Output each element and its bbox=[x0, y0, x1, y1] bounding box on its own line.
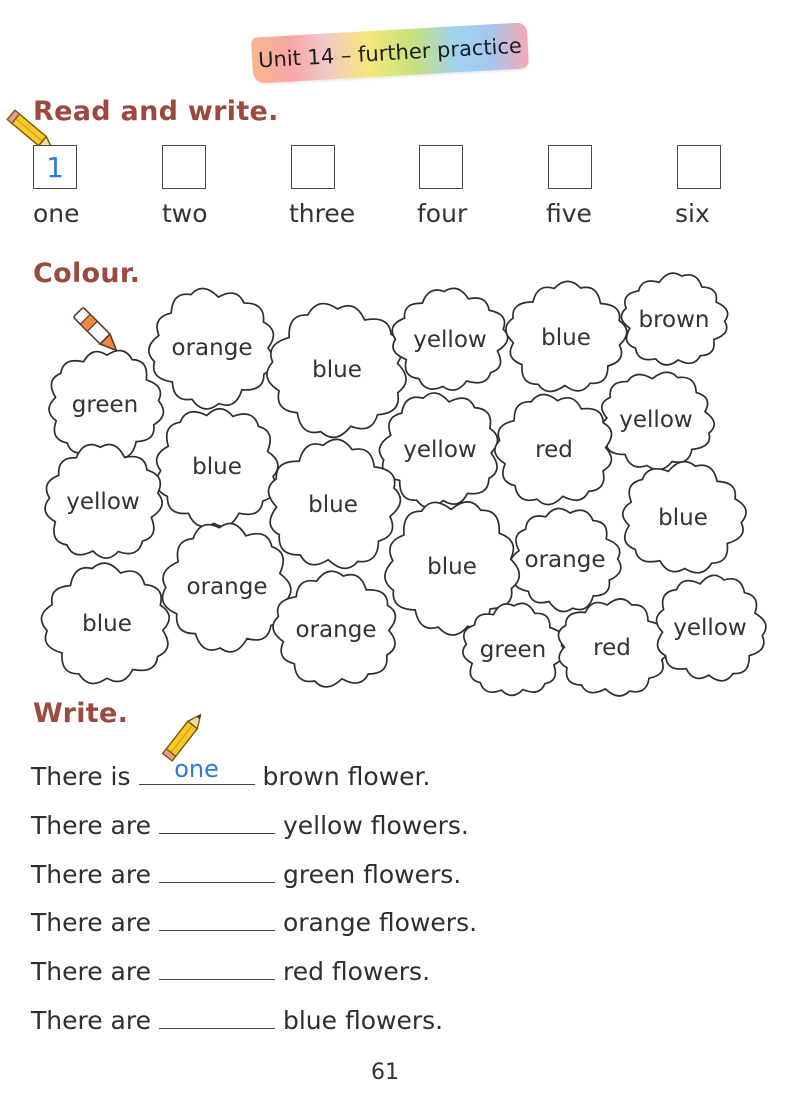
number-word: five bbox=[546, 199, 592, 228]
sentence-row bbox=[31, 755, 431, 791]
answer-blank[interactable] bbox=[159, 953, 275, 980]
unit-title: Unit 14 – further practice bbox=[257, 33, 523, 73]
flower-label: blue bbox=[427, 554, 477, 580]
flower-label: green bbox=[71, 392, 139, 418]
sentence-row bbox=[31, 904, 477, 937]
flower-label: red bbox=[593, 635, 631, 661]
sentence-row bbox=[31, 807, 469, 840]
sentence-suffix: red flowers. bbox=[282, 957, 431, 986]
flower-label: blue bbox=[541, 325, 591, 351]
flower-label: blue bbox=[308, 492, 358, 518]
sentence-prefix: There are bbox=[31, 1006, 151, 1035]
number-word: one bbox=[33, 199, 80, 228]
sentence-suffix: green flowers. bbox=[282, 860, 462, 889]
flower-label: orange bbox=[171, 335, 253, 361]
flower-label: blue bbox=[192, 454, 242, 480]
sentence-suffix: orange flowers. bbox=[282, 908, 478, 937]
flower-label: green bbox=[479, 637, 547, 663]
written-answer: one bbox=[174, 755, 219, 783]
answer-blank[interactable] bbox=[159, 1002, 275, 1029]
written-answer: 1 bbox=[46, 150, 64, 184]
flower-label: blue bbox=[82, 611, 132, 637]
sentence-row bbox=[31, 856, 461, 889]
flower-label: orange bbox=[295, 617, 377, 643]
answer-blank[interactable] bbox=[159, 807, 275, 834]
flower-label: yellow bbox=[413, 327, 487, 353]
sentence-prefix: There are bbox=[31, 908, 151, 937]
answer-blank[interactable] bbox=[159, 904, 275, 931]
sentence-prefix: There is bbox=[31, 762, 131, 791]
answer-blank[interactable] bbox=[159, 856, 275, 883]
flower-label: yellow bbox=[673, 615, 747, 641]
page-number: 61 bbox=[371, 1060, 399, 1085]
sentence-row bbox=[31, 953, 430, 986]
sentence-suffix: blue flowers. bbox=[282, 1006, 444, 1035]
flower-label: brown bbox=[638, 307, 710, 333]
flower-label: blue bbox=[658, 505, 708, 531]
number-word: six bbox=[675, 199, 710, 228]
number-word: three bbox=[289, 199, 356, 228]
write-title: Write. bbox=[33, 698, 129, 729]
flower-label: yellow bbox=[619, 407, 693, 433]
sentence-suffix: brown flower. bbox=[262, 762, 431, 791]
flower-label: yellow bbox=[66, 489, 140, 515]
flower-label: orange bbox=[524, 547, 606, 573]
answer-blank[interactable] bbox=[139, 755, 255, 785]
sentence-prefix: There are bbox=[31, 811, 151, 840]
number-word: two bbox=[162, 199, 208, 228]
sentence-row bbox=[31, 1002, 443, 1035]
sentence-prefix: There are bbox=[31, 957, 151, 986]
flower-label: yellow bbox=[403, 437, 477, 463]
flower-label: orange bbox=[186, 574, 268, 600]
flower-label: blue bbox=[312, 357, 362, 383]
colour-title: Colour. bbox=[33, 258, 141, 289]
flower-label: red bbox=[535, 437, 573, 463]
sentence-prefix: There are bbox=[31, 860, 151, 889]
sentence-suffix: yellow flowers. bbox=[282, 811, 469, 840]
number-word: four bbox=[417, 199, 468, 228]
read-and-write-title: Read and write. bbox=[33, 96, 279, 127]
